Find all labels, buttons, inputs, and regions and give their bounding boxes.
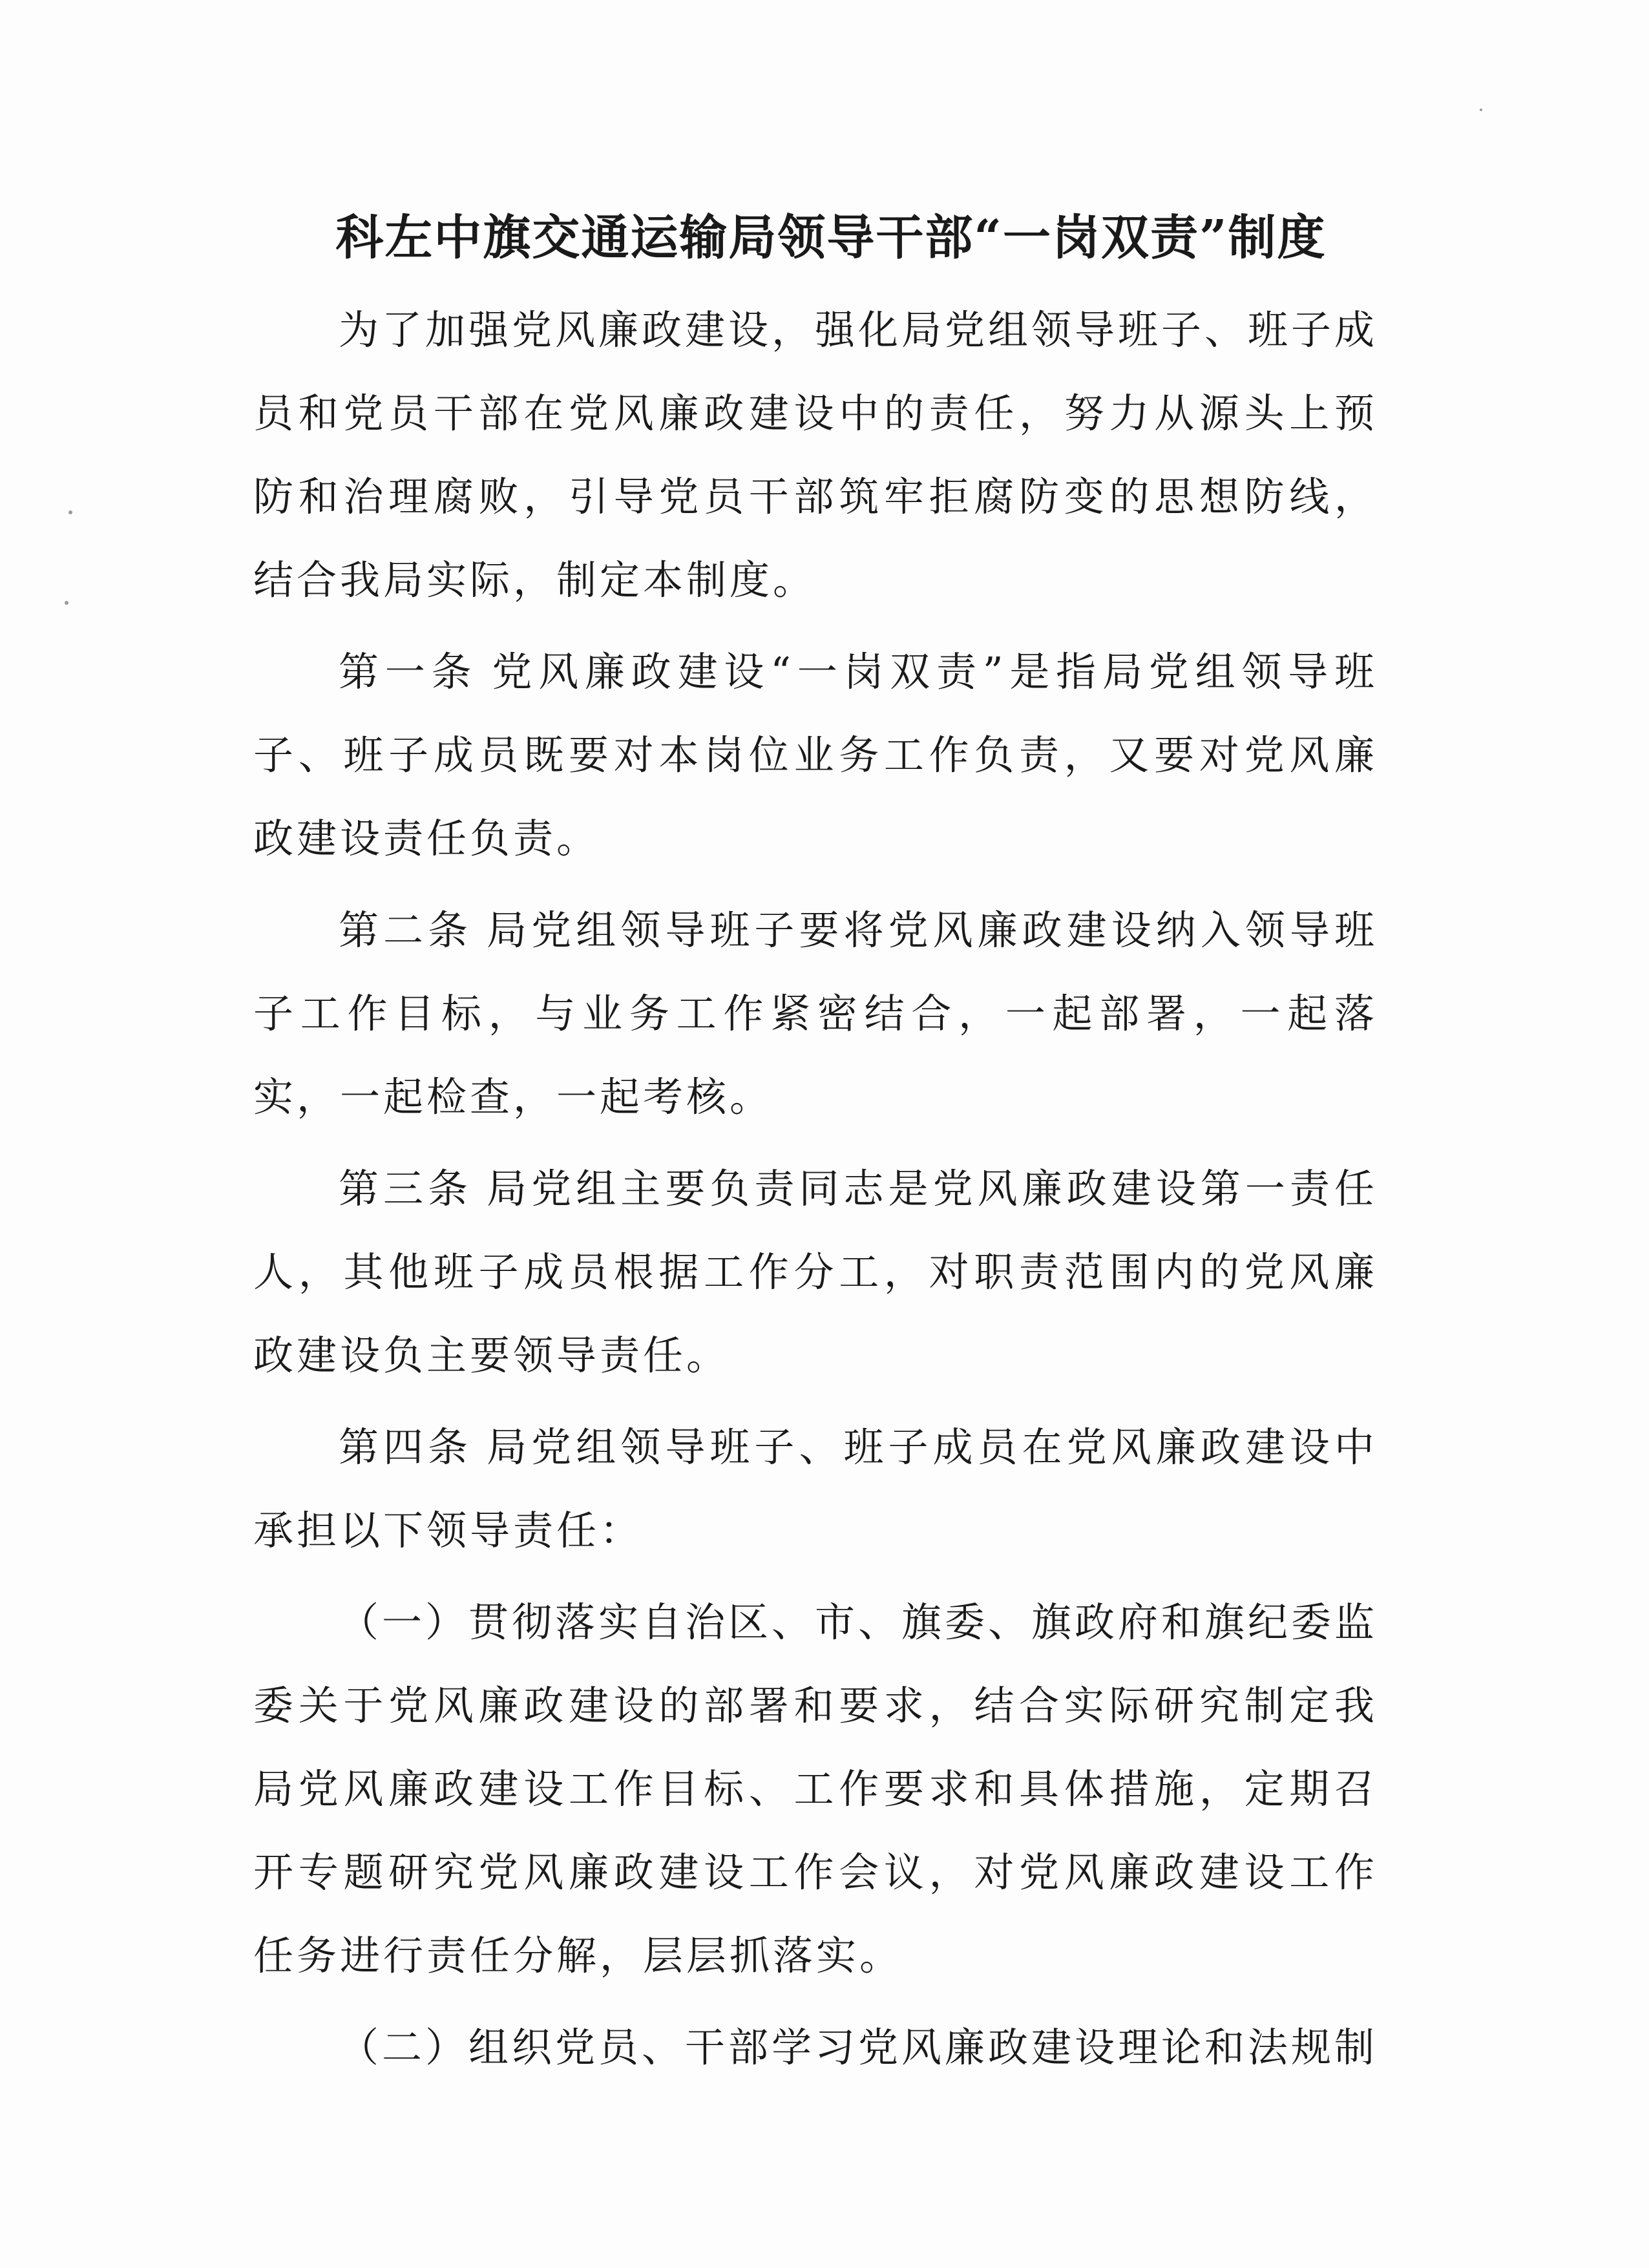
list-item-2: （二）组织党员、干部学习党风廉政建设理论和法规制 (339, 2024, 1378, 2071)
scan-speck (1480, 109, 1482, 111)
article-4 (253, 1405, 1378, 1572)
article-2 (253, 888, 1378, 1139)
preamble-paragraph: 为了加强党风廉政建设，强化局党组领导班子、班子成员和党员干部在党风廉政建设中的责任，努力从源头上预防和治理腐败，引导党员干部筑牢拒腐防变的思想防线，结合我局实际，制定本制度。 (253, 306, 1378, 604)
article-label: 第一条 (339, 648, 478, 695)
document-body (253, 288, 1378, 2097)
article-text: 党风廉政建设“一岗双责”是指局党组领导班子、班子成员既要对本岗位业务工作负责，又要对党风廉政建设责任负责。 (253, 648, 1378, 862)
article-label: 第二条 (339, 907, 473, 954)
article-label: 第三条 (339, 1165, 473, 1212)
article-text: 局党组领导班子要将党风廉政建设纳入领导班子工作目标，与业务工作紧密结合，一起部署，一起落实，一起检查，一起考核。 (253, 907, 1378, 1120)
article-text: 局党组主要负责同志是党风廉政建设第一责任人，其他班子成员根据工作分工，对职责范围内的党风廉政建设负主要领导责任。 (253, 1165, 1378, 1379)
article-3 (253, 1147, 1378, 1397)
document-title: 科左中旗交通运输局领导干部“一岗双责”制度 (335, 210, 1327, 266)
list-item-1: （一）贯彻落实自治区、市、旗委、旗政府和旗纪委监委关于党风廉政建设的部署和要求，结合实际研究制定我局党风廉政建设工作目标、工作要求和具体措施，定期召开专题研究党风廉政建设工作会议，对党风廉政建设工作任务进行责任分解，层层抓落实。 (253, 1599, 1378, 1979)
article-text: 局党组领导班子、班子成员在党风廉政建设中承担以下领导责任： (253, 1423, 1378, 1554)
scan-speck (68, 510, 72, 514)
article-label: 第四条 (339, 1423, 473, 1471)
scan-speck (65, 601, 68, 605)
article-1 (253, 630, 1378, 880)
